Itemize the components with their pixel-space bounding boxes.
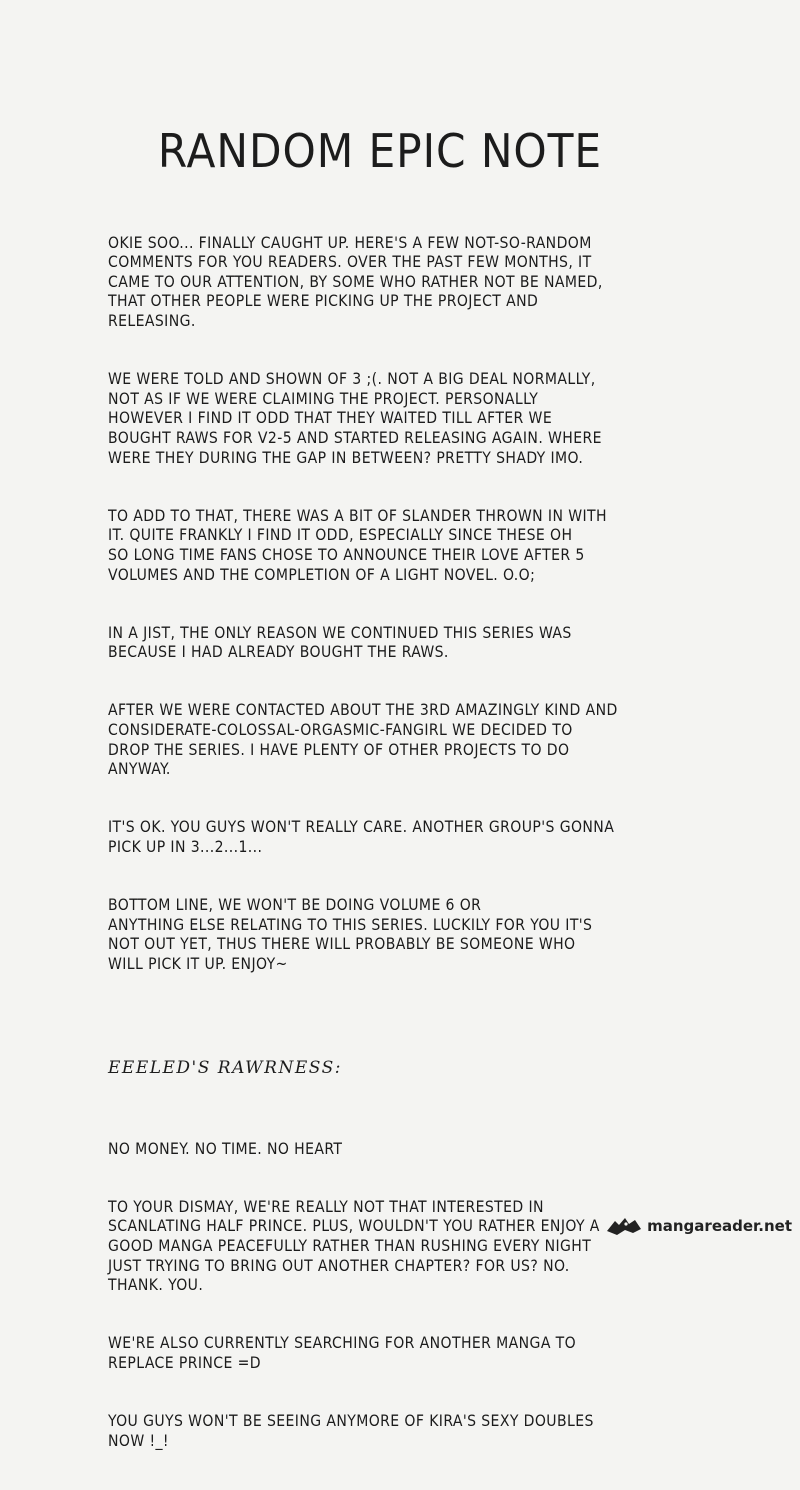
paragraph: TO ADD TO THAT, THERE WAS A BIT OF SLANDER THROWN IN WITH IT. QUITE FRANKLY I FIND IT ODD, ESPECIALLY SINCE THESE OH SO LONG TIME FANS CHOSE TO ANNOUNCE THEIR LOVE AFTER 5 VOLUMES AND THE COMPLETION OF A LIGHT NOVEL. O.O; <box>108 506 607 584</box>
mascot-icon <box>605 1215 643 1237</box>
paragraph: IT'S OK. YOU GUYS WON'T REALLY CARE. ANOTHER GROUP'S GONNA PICK UP IN 3...2...1... <box>108 818 615 857</box>
site-watermark <box>605 1215 792 1237</box>
note-body <box>108 214 718 1490</box>
page-title: RANDOM EPIC NOTE <box>157 124 603 178</box>
watermark-text: mangareader.net <box>647 1217 792 1235</box>
paragraph: WE'RE ALSO CURRENTLY SEARCHING FOR ANOTHER MANGA TO REPLACE PRINCE =D <box>108 1334 577 1372</box>
paragraph: BOTTOM LINE, WE WON'T BE DOING VOLUME 6 OR ANYTHING ELSE RELATING TO THIS SERIES. LUCKILY FOR YOU IT'S NOT OUT YET, THUS THERE WILL PROBABLY BE SOMEONE WHO WILL PICK IT UP. ENJOY~ <box>108 896 593 973</box>
section-subheading: EEELED'S RAWRNESS: <box>108 1057 342 1078</box>
paragraph: WE WERE TOLD AND SHOWN OF 3 ;(. NOT A BIG DEAL NORMALLY, NOT AS IF WE WERE CLAIMING THE PROJECT. PERSONALLY HOWEVER I FIND IT ODD THAT THEY WAITED TILL AFTER WE BOUGHT RAWS FOR V2-5 AND STARTED RELEASING AGAIN. WHERE WERE THEY DURING THE GAP IN BETWEEN? PRETTY SHADY IMO. <box>108 370 602 467</box>
paragraph: IN A JIST, THE ONLY REASON WE CONTINUED THIS SERIES WAS BECAUSE I HAD ALREADY BOUGHT THE RAWS. <box>108 623 572 662</box>
paragraph: NO MONEY. NO TIME. NO HEART <box>108 1139 343 1158</box>
paragraph: OKIE SOO... FINALLY CAUGHT UP. HERE'S A FEW NOT-SO-RANDOM COMMENTS FOR YOU READERS. OVER THE PAST FEW MONTHS, IT CAME TO OUR ATTENTION, BY SOME WHO RATHER NOT BE NAMED, THAT OTHER PEOPLE WERE PICKING UP THE PROJECT AND RELEASING. <box>108 233 603 330</box>
paragraph: TO YOUR DISMAY, WE'RE REALLY NOT THAT INTERESTED IN SCANLATING HALF PRINCE. PLUS, WOULDN'T YOU RATHER ENJOY A GOOD MANGA PEACEFULLY RATHER THAN RUSHING EVERY NIGHT JUST TRYING TO BRING OUT ANOTHER CHAPTER? FOR US? NO. THANK. YOU. <box>108 1197 600 1295</box>
paragraph: AFTER WE WERE CONTACTED ABOUT THE 3RD AMAZINGLY KIND AND CONSIDERATE-COLOSSAL-ORGASMIC-FANGIRL WE DECIDED TO DROP THE SERIES. I HAVE PLENTY OF OTHER PROJECTS TO DO ANYWAY. <box>108 701 618 779</box>
paragraph: YOU GUYS WON'T BE SEEING ANYMORE OF KIRA'S SEXY DOUBLES NOW !_! <box>108 1412 594 1450</box>
